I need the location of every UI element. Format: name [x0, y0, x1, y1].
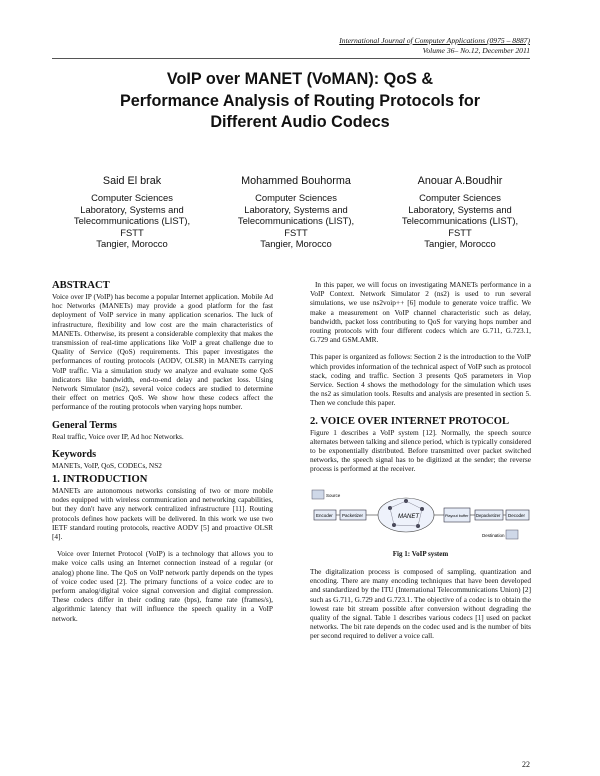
right-paragraph-2: This paper is organized as follows: Section 2 is the introduction to the VoIP which provides information of the technical aspect of VoIP such as protocol stack, coding and traffic. Section 3 presents QoS parameters in Viop Service. Section 4 shows the methodology for the simulation which uses the ns2 as simulation tools. Results and analysis are presented in section 5. Then we conclude this paper. [310, 352, 531, 408]
section2-heading: 2. VOICE OVER INTERNET PROTOCOL [310, 415, 510, 427]
paper-title [60, 69, 540, 134]
author-name: Anouar A.Boudhir [417, 175, 503, 187]
keywords-heading: Keywords [52, 448, 97, 460]
affiliation-line: Tangier, Morocco [424, 238, 496, 250]
title-line: VoIP over MANET (VoMAN): QoS & [166, 70, 434, 88]
affiliation-line: Laboratory, Systems and [408, 203, 512, 215]
playout-label: Playout buffer [445, 513, 469, 518]
encoder-label: Encoder [316, 512, 333, 518]
manet-label: MANET [398, 513, 419, 520]
affiliation-line: FSTT [120, 226, 144, 238]
affiliation-line: Computer Sciences [419, 192, 501, 204]
author-3 [380, 176, 540, 249]
title-line: Performance Analysis of Routing Protocols for [119, 91, 481, 110]
header-rule [52, 58, 530, 59]
destination-icon [506, 530, 518, 539]
depacketizer-label: Depacketizer [476, 512, 501, 518]
journal-name: International Journal of Computer Applications (0975 – 8887) [339, 36, 530, 45]
packetizer-label: Packetizer [342, 512, 364, 518]
affiliation-line: Telecommunications (LIST), [237, 215, 355, 227]
decoder-label: Decoder [508, 512, 526, 518]
voip-system-figure [310, 484, 531, 546]
right-column [310, 280, 531, 645]
left-column [52, 280, 273, 627]
affiliation-line: Tangier, Morocco [260, 238, 332, 250]
abstract-heading: ABSTRACT [52, 280, 110, 291]
affiliation-line: Telecommunications (LIST), [401, 215, 519, 227]
affiliation-line: Telecommunications (LIST), [73, 215, 191, 227]
affiliation-line: FSTT [284, 226, 308, 238]
general-terms-text: Real traffic, Voice over IP, Ad hoc Networks. [52, 431, 184, 441]
right-paragraph-3: Figure 1 describes a VoIP system [12]. Normally, the speech source alternates between talking and silence period, which is typically considered to be exponentially distributed. Before transmitted over packet switched networks, the speech signal has to be digitized at the sender; the reverse process is performed at the receiver. [310, 427, 531, 474]
figure-caption: Fig 1: VoIP system [392, 549, 449, 558]
right-paragraph-1: In this paper, we will focus on investigating MANETs performance in a VoIP Context. Network Simulator 2 (ns2) is used to run several simulations, we use ns2voip++ [6] module to generate voice traffic. We make a measurement on VoIP channel characteristic such as delay, bandwidth, packet loss contributing to QoS for varying hops number and routing protocols with four different codecs which are G.711, G.723.1, G.729 and GSM.AMR. [310, 280, 531, 345]
affiliation-line: Tangier, Morocco [96, 238, 168, 250]
author-name: Said El brak [102, 175, 162, 187]
general-terms-heading: General Terms [52, 419, 117, 431]
source-icon [312, 490, 324, 499]
author-name: Mohammed Bouhorma [241, 175, 351, 187]
affiliation-line: FSTT [448, 226, 472, 238]
affiliation-line: Laboratory, Systems and [244, 203, 348, 215]
keywords-text: MANETs, VoIP, QoS, CODECs, NS2 [52, 460, 162, 470]
affiliation-line: Computer Sciences [255, 192, 337, 204]
title-line: Different Audio Codecs [210, 113, 390, 131]
journal-header [339, 36, 530, 55]
abstract-text: Voice over IP (VoIP) has become a popular Internet application. Mobile Ad hoc Networks (MANETs) may provide a good platform for the fast deployment of VoIP service in many application scenarios. The luck of infrastructure, flexibility and low cost are the main characteristics of MANETs. Otherwise, its present a considerable complexity that makes the transmission of real-time applications like VoIP a great challenge due to Quality of Service (QoS) requirements. This paper investigates the performances of routing protocols (AODV, OLSR) in MANETs carrying VoIP traffic. Via a simulation study we analyze and evaluate some QoS indicators like bandwidth, end-to-end delay and packet loss. Using Network Simulator (ns2), several voice codecs are studied to determine their effect on metrics QoS. We show how these codecs affect the performance of the routing protocols when varying hops number. [52, 292, 273, 412]
destination-label: Destination [482, 532, 505, 538]
page-number: 22 [522, 760, 530, 769]
right-paragraph-4: The digitalization process is composed of sampling, quantization and encoding. There are many encoding techniques that have been developed and standardized by the ITU (International Telecommunications Union) [2] such as G.711, G.729 and G.723.1. The objective of a codec is to obtain the lowest rate bit stream possible after conversion without degrading the quality of the signal. Table 1 describes various codecs [1] used on packet networks. The bit rate depends on the codec used and is the number of bits per second required to deliver a voice call. [310, 567, 531, 641]
intro-paragraph-1: MANETs are autonomous networks consisting of two or more mobile nodes equipped with wireless communication and networking capabilities, but they don't have any network centralized infrastructure [11]. Routing protocols defines how packets will be delivered. In this work we use two IETF standard routing protocols, reactive AODV [5] and proactive OLSR [4]. [52, 486, 273, 542]
source-label: Source [326, 492, 341, 498]
author-block [52, 176, 540, 249]
affiliation-line: Laboratory, Systems and [80, 203, 184, 215]
introduction-heading: 1. INTRODUCTION [52, 474, 148, 486]
journal-volume: Volume 36– No.12, December 2011 [422, 45, 530, 55]
author-2 [216, 176, 376, 249]
affiliation-line: Computer Sciences [91, 192, 173, 204]
intro-paragraph-2: Voice over Internet Protocol (VoIP) is a technology that allows you to make voice calls using an Internet connection instead of a regular (or analog) phone line. The QoS on VoIP network partly depends on the types of voice codec used [2]. The primary functions of a voice codec are to perform analog/digital voice signal conversion and digital compression. These codecs differ in their coding rate (bps), frame rate (frames/s), algorithmic latency that will influence the speech quality in a VoIP network. [52, 549, 273, 623]
author-1 [52, 176, 212, 249]
